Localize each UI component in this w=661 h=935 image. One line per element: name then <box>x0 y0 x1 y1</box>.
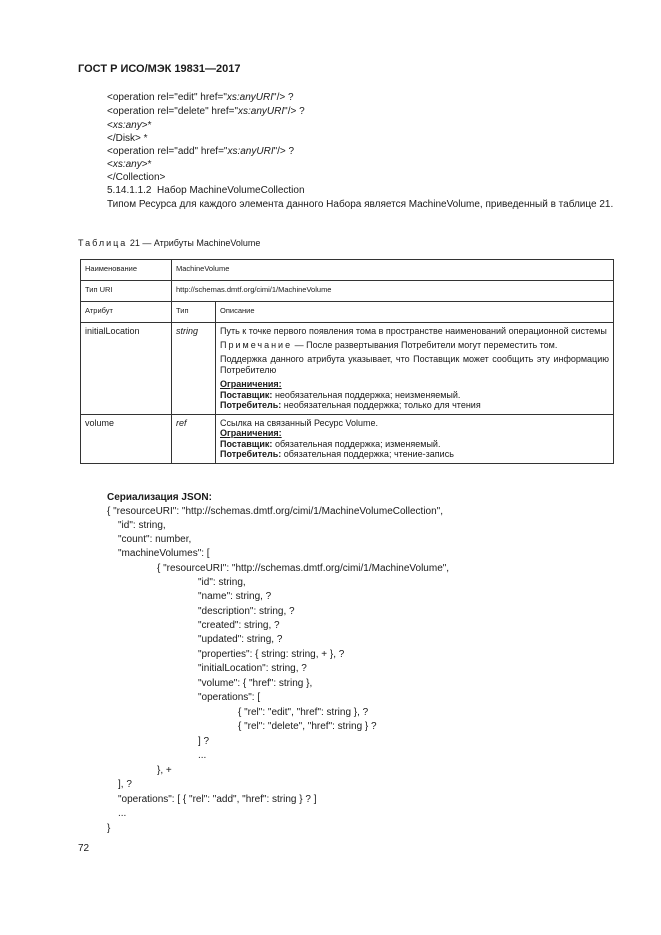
table-row <box>81 414 614 463</box>
xml-line <box>107 120 151 132</box>
note-text: — После развертывания Потребители могут переместить том. <box>292 340 558 350</box>
type-cell: ref <box>172 414 216 463</box>
xml-text: < <box>107 159 113 170</box>
provider-label: Поставщик: <box>220 389 273 400</box>
json-line: { "rel": "edit", "href": string }, ? <box>238 707 369 718</box>
type-cell: string <box>172 323 216 415</box>
json-line: ], ? <box>118 779 132 790</box>
table-caption-label: Таблица <box>78 238 128 248</box>
xml-text: </Collection> <box>107 172 166 183</box>
xml-text: >* <box>141 159 152 170</box>
col-header-attribute: Атрибут <box>81 302 172 323</box>
json-line: { "rel": "delete", "href": string } ? <box>238 721 377 732</box>
json-line: "count": number, <box>118 534 192 545</box>
json-line: "operations": [ { "rel": "add", "href": string } ? ] <box>118 794 317 805</box>
consumer-line <box>220 400 609 411</box>
xml-line <box>107 92 294 104</box>
provider-line <box>220 439 609 450</box>
consumer-label: Потребитель: <box>220 400 282 410</box>
xml-line <box>107 146 294 158</box>
xml-line <box>107 172 165 184</box>
xml-text: "/> ? <box>273 92 294 103</box>
consumer-text: необязательная поддержка; только для чтения <box>281 400 481 410</box>
json-line: "created": string, ? <box>198 620 280 631</box>
json-line: { "resourceURI": "http://schemas.dmtf.org/cimi/1/MachineVolume", <box>157 563 450 574</box>
json-line: ... <box>198 750 207 761</box>
json-line: ] ? <box>198 736 210 747</box>
table-row <box>81 323 614 415</box>
xml-line <box>107 133 148 145</box>
provider-line <box>220 390 609 401</box>
provider-label: Поставщик: <box>220 438 273 449</box>
xml-type-text: xs:any <box>112 159 142 170</box>
col-header-type: Тип <box>172 302 216 323</box>
json-line: "description": string, ? <box>198 606 295 617</box>
note <box>220 340 609 351</box>
json-heading: Сериализация JSON: <box>107 492 212 503</box>
xml-text: "/> ? <box>273 146 295 157</box>
note-label: Примечание <box>220 340 293 350</box>
json-line: } <box>107 823 111 834</box>
constraints-label: Ограничения: <box>220 428 282 438</box>
table-row-name <box>81 260 614 281</box>
table-row-type-uri <box>81 281 614 302</box>
consumer-text: обязательная поддержка; чтение-запись <box>281 449 454 459</box>
col-header-description: Описание <box>216 302 614 323</box>
type-uri-label: Тип URI <box>81 281 172 302</box>
description-text: Путь к точке первого появления тома в пространстве наименований операционной системы <box>220 326 607 336</box>
table-caption-rest: 21 — Атрибуты MachineVolume <box>129 238 261 248</box>
provider-text: необязательная поддержка; неизменяемый. <box>272 389 461 400</box>
attributes-table <box>80 259 614 464</box>
xml-text: <operation rel="add" href=" <box>107 146 228 157</box>
description-cell <box>216 414 614 463</box>
attr-cell: volume <box>81 414 172 463</box>
xml-type-text: xs:anyURI <box>226 92 274 103</box>
xml-text: >* <box>141 120 152 131</box>
provider-text: обязательная поддержка; изменяемый. <box>272 438 441 449</box>
section-heading: 5.14.1.1.2 Набор MachineVolumeCollection <box>107 185 305 196</box>
json-line: { "resourceURI": "http://schemas.dmtf.org/cimi/1/MachineVolumeCollection", <box>107 506 444 517</box>
constraints-label: Ограничения: <box>220 379 282 389</box>
json-line: "id": string, <box>198 577 246 588</box>
page-number: 72 <box>78 843 90 854</box>
json-line: "updated": string, ? <box>198 634 283 645</box>
consumer-label: Потребитель: <box>220 449 282 459</box>
xml-text: </Disk> * <box>107 133 148 144</box>
page-header: ГОСТ Р ИСО/МЭК 19831—2017 <box>78 63 241 75</box>
xml-text: <operation rel="edit" href=" <box>107 92 227 103</box>
attr-cell: initialLocation <box>81 323 172 415</box>
xml-line <box>107 159 151 171</box>
description-text-2: Поддержка данного атрибута указывает, что Поставщик может сообщить эту информацию Потребителю <box>220 354 609 375</box>
json-line: "properties": { string: string, + }, ? <box>198 649 345 660</box>
xml-line <box>107 106 305 118</box>
table-caption <box>78 238 260 248</box>
json-line: }, + <box>157 765 172 776</box>
json-line: ... <box>118 808 127 819</box>
consumer-line <box>220 449 609 460</box>
xml-type-text: xs:anyURI <box>227 146 274 157</box>
xml-type-text: xs:anyURI <box>238 106 285 117</box>
intro-paragraph <box>78 198 615 212</box>
json-line: "name": string, ? <box>198 591 272 602</box>
name-value: MachineVolume <box>172 260 614 281</box>
json-line: "machineVolumes": [ <box>118 548 210 559</box>
xml-text: "/> ? <box>284 106 305 117</box>
xml-text: < <box>107 120 113 131</box>
json-line: "volume": { "href": string }, <box>198 678 313 689</box>
json-line: "initialLocation": string, ? <box>198 663 307 674</box>
description-cell <box>216 323 614 415</box>
intro-text: Типом Ресурса для каждого элемента данного Набора является MachineVolume, приведенный в таблице 21. <box>107 199 614 210</box>
xml-text: <operation rel="delete" href=" <box>107 106 239 117</box>
xml-type-text: xs:any <box>112 120 142 131</box>
type-uri-value: http://schemas.dmtf.org/cimi/1/MachineVolume <box>172 281 614 302</box>
json-line: "id": string, <box>118 520 166 531</box>
name-label: Наименование <box>81 260 172 281</box>
json-line: "operations": [ <box>198 692 261 703</box>
table-header-row <box>81 302 614 323</box>
description-text: Ссылка на связанный Ресурс Volume. <box>220 417 378 428</box>
